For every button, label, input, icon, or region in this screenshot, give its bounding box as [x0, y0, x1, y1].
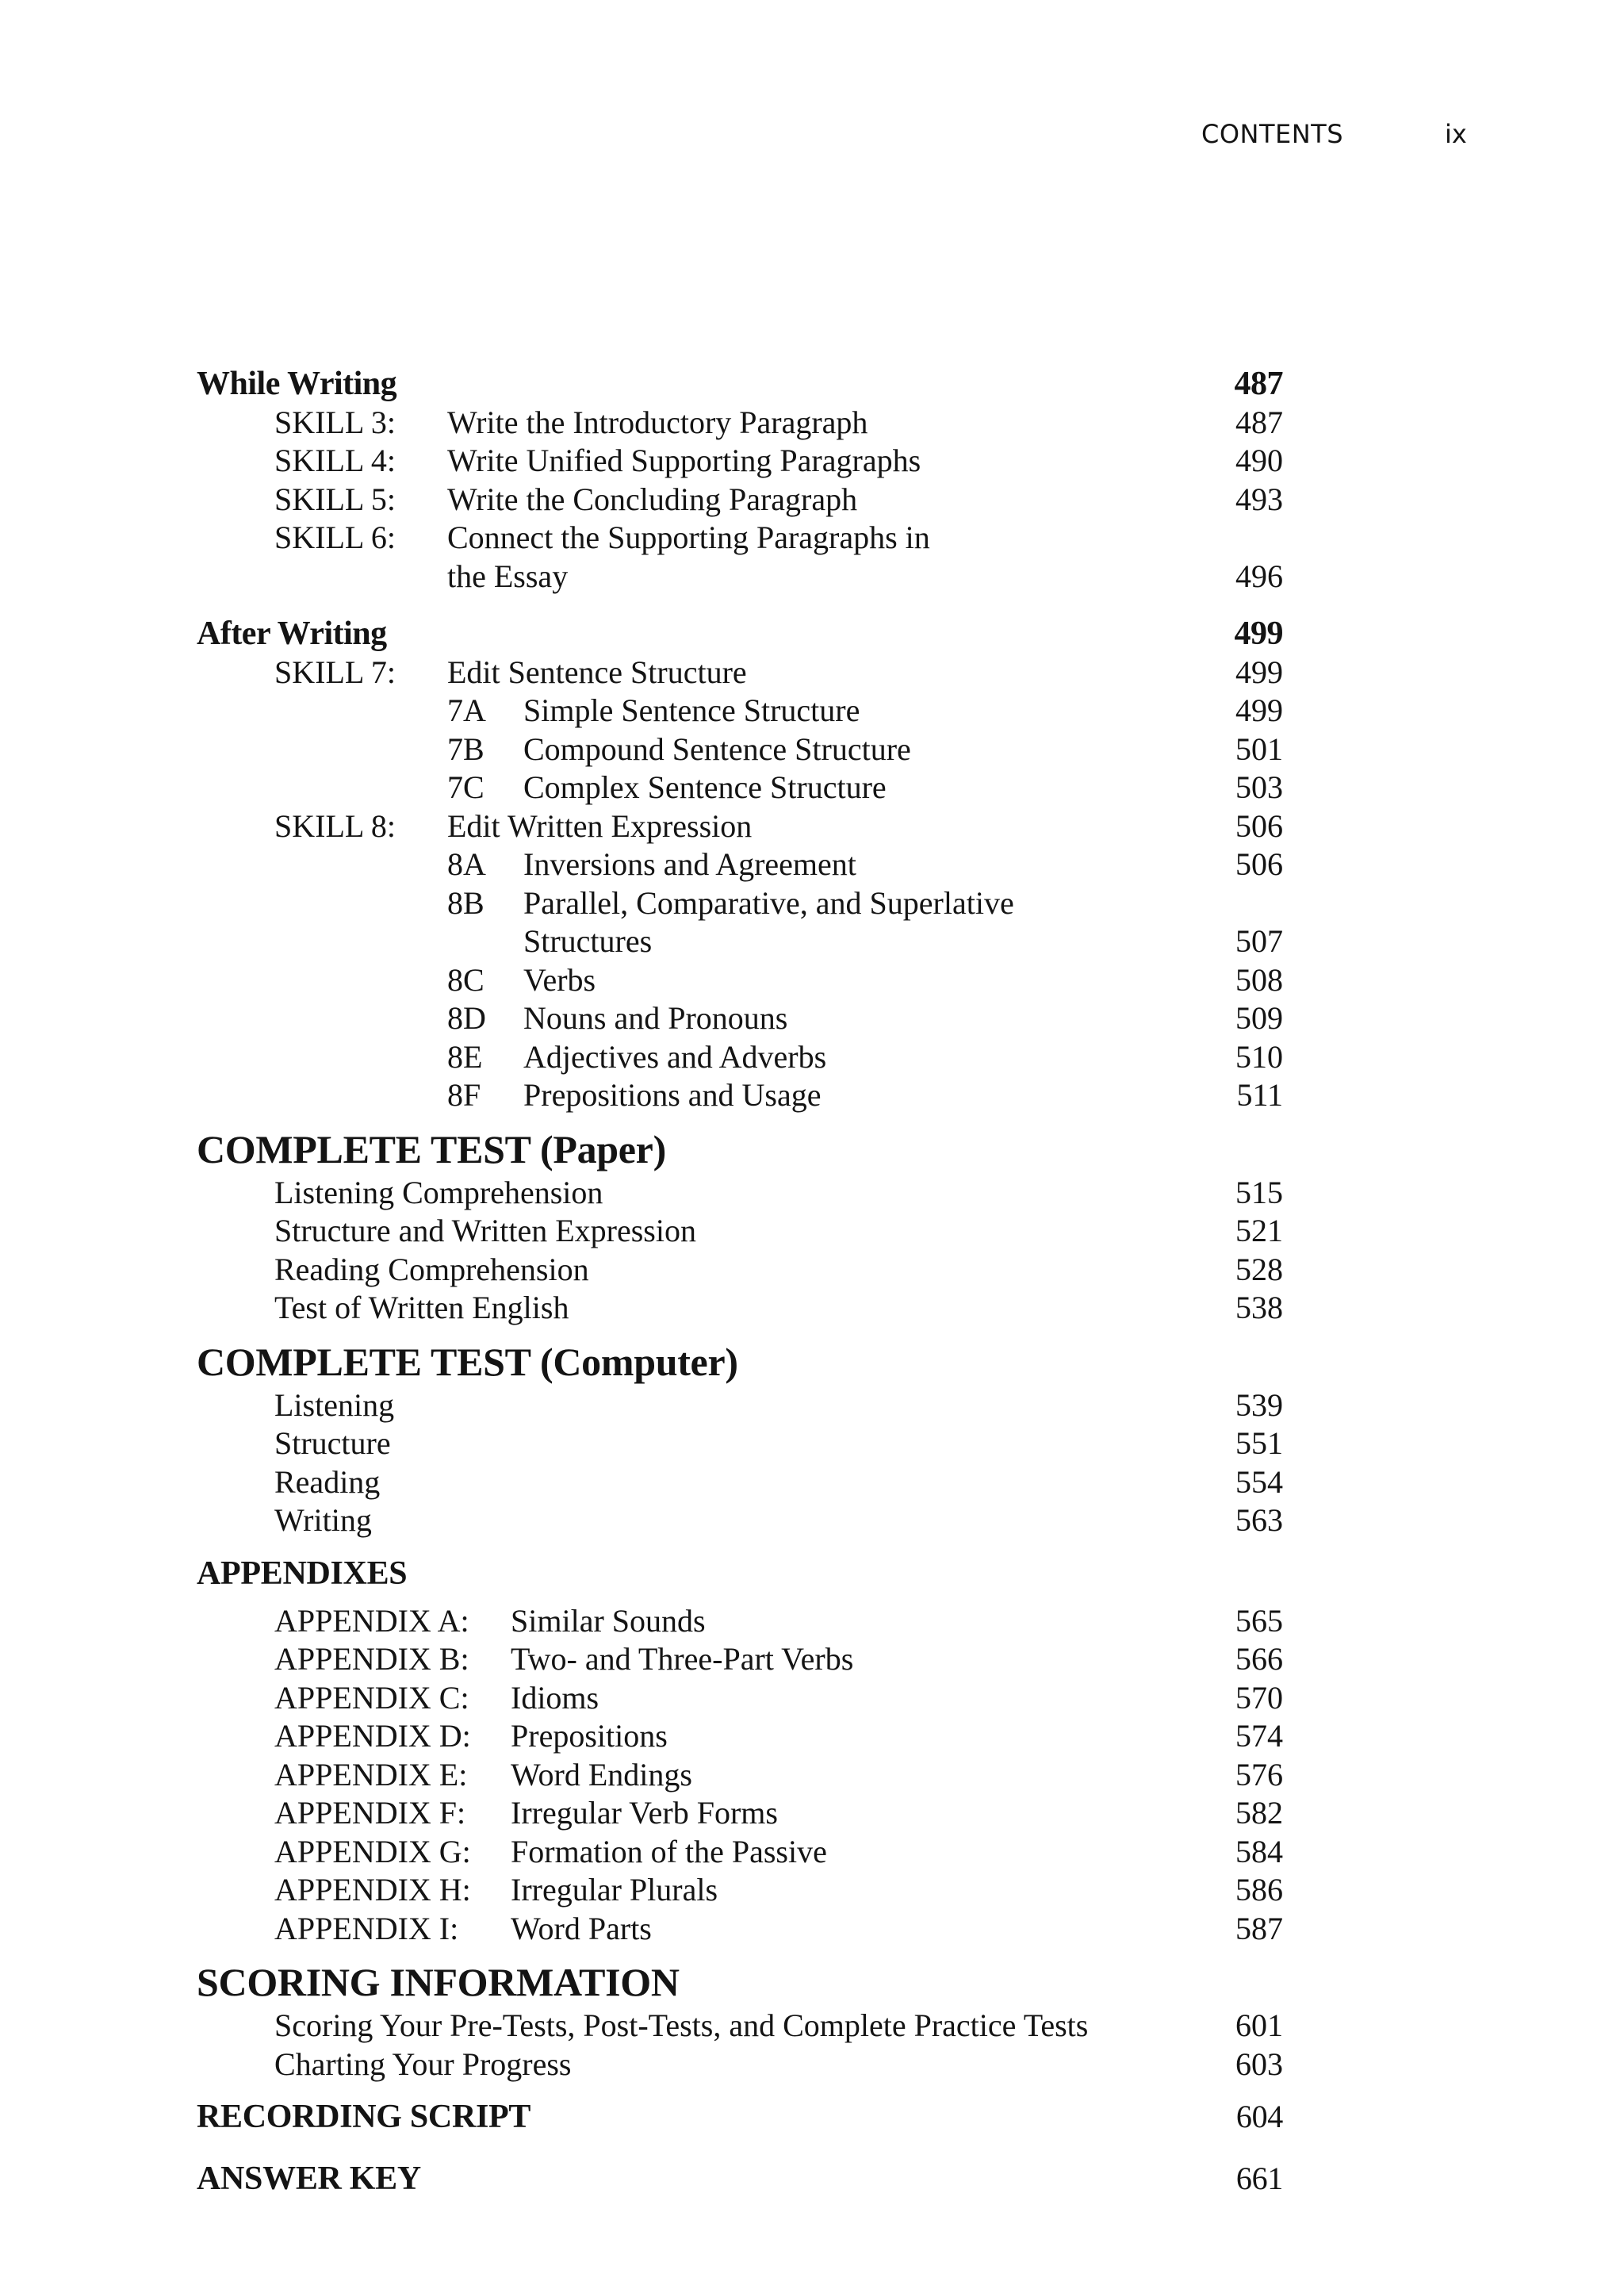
- page-ref: 574: [1235, 1718, 1283, 1754]
- toc-entry: [197, 1289, 1283, 1328]
- page-ref: 584: [1235, 1833, 1283, 1869]
- toc-group-while-writing: [197, 365, 1283, 404]
- entry-title: Word Endings: [511, 1756, 692, 1792]
- page-ref: 506: [1235, 807, 1283, 844]
- toc-section-answer-key: [197, 2150, 1283, 2207]
- appendix-label: APPENDIX G:: [274, 1833, 471, 1869]
- page-ref: 538: [1235, 1290, 1283, 1325]
- page-ref: 587: [1235, 1910, 1283, 1946]
- toc-entry: [197, 1212, 1283, 1251]
- page-ref: 528: [1235, 1251, 1283, 1287]
- toc-entry-skill-3: [197, 404, 1283, 443]
- entry-title: Idioms: [511, 1679, 599, 1716]
- entry-title: Structure: [274, 1425, 391, 1461]
- appendix-label: APPENDIX E:: [274, 1756, 468, 1792]
- toc-group-after-writing: [197, 615, 1283, 654]
- toc-entry: [197, 1463, 1283, 1502]
- group-title: While Writing: [197, 366, 397, 402]
- toc-section-recording-script: [197, 2088, 1283, 2145]
- toc-entry: [197, 2007, 1283, 2046]
- entry-title: Irregular Plurals: [511, 1872, 718, 1908]
- entry-title: Write the Concluding Paragraph: [447, 481, 858, 517]
- page-ref: 539: [1235, 1386, 1283, 1423]
- entry-title: Prepositions and Usage: [523, 1077, 822, 1113]
- page-ref: 604: [1235, 2099, 1283, 2134]
- entry-title: Listening Comprehension: [274, 1174, 603, 1210]
- sub-label: 7A: [447, 692, 486, 728]
- toc-entry-8a: [197, 845, 1283, 884]
- toc-entry-8b-continued: [197, 922, 1283, 961]
- entry-title: Write Unified Supporting Paragraphs: [447, 443, 921, 478]
- entry-title: Verbs: [523, 961, 596, 998]
- toc-entry-7c: [197, 769, 1283, 807]
- toc-entry: [197, 1174, 1283, 1213]
- entry-title: Formation of the Passive: [511, 1833, 827, 1869]
- page-ref: 511: [1236, 1077, 1283, 1113]
- entry-title: Compound Sentence Structure: [523, 730, 911, 767]
- entry-title: Test of Written English: [274, 1290, 569, 1325]
- entry-title: Complex Sentence Structure: [523, 769, 887, 805]
- section-title: SCORING INFORMATION: [197, 1960, 680, 2004]
- skill-label: SKILL 4:: [274, 443, 396, 478]
- toc-entry-7a: [197, 692, 1283, 730]
- group-title: After Writing: [197, 615, 387, 652]
- entry-title-continued: Structures: [523, 923, 653, 959]
- section-title: RECORDING SCRIPT: [197, 2099, 531, 2135]
- appendix-label: APPENDIX D:: [274, 1718, 471, 1754]
- running-header-title: CONTENTS: [1201, 119, 1344, 149]
- entry-title: Write the Introductory Paragraph: [447, 404, 868, 440]
- table-of-contents: [197, 365, 1283, 2207]
- toc-section-complete-test-paper: [197, 1125, 1283, 1174]
- toc-entry-appendix-e: [197, 1756, 1283, 1795]
- skill-label: SKILL 5:: [274, 481, 396, 517]
- toc-entry: [197, 2046, 1283, 2084]
- appendix-label: APPENDIX A:: [274, 1602, 469, 1639]
- toc-section-appendixes: [197, 1545, 1283, 1602]
- page-ref: 501: [1235, 730, 1283, 767]
- entry-title: Two- and Three-Part Verbs: [511, 1641, 854, 1677]
- entry-title: Scoring Your Pre-Tests, Post-Tests, and Complete Practice Tests: [274, 2007, 1089, 2043]
- page-ref: 582: [1235, 1795, 1283, 1831]
- page-ref: 601: [1235, 2007, 1283, 2043]
- toc-entry-7b: [197, 730, 1283, 769]
- toc-entry: [197, 1386, 1283, 1425]
- page-ref: 507: [1235, 923, 1283, 959]
- entry-title: Structure and Written Expression: [274, 1213, 696, 1248]
- toc-entry-appendix-h: [197, 1871, 1283, 1910]
- appendix-label: APPENDIX H:: [274, 1872, 471, 1908]
- section-title: COMPLETE TEST (Paper): [197, 1126, 666, 1171]
- appendix-label: APPENDIX I:: [274, 1910, 459, 1946]
- page-ref: 503: [1235, 769, 1283, 805]
- toc-entry-appendix-c: [197, 1679, 1283, 1718]
- sub-label: 8A: [447, 846, 486, 882]
- running-header: [0, 119, 1624, 159]
- page-ref: 493: [1235, 481, 1283, 517]
- toc-entry-appendix-i: [197, 1910, 1283, 1949]
- page-ref: 499: [1235, 654, 1283, 690]
- toc-entry-skill-6-continued: [197, 558, 1283, 596]
- entry-title: Reading Comprehension: [274, 1251, 589, 1287]
- page-ref: 509: [1235, 1000, 1283, 1036]
- page-ref: 565: [1235, 1602, 1283, 1639]
- sub-label: 7B: [447, 730, 485, 767]
- entry-title: Writing: [274, 1502, 372, 1538]
- page-number: ix: [1445, 119, 1467, 149]
- sub-label: 8D: [447, 1000, 486, 1036]
- page-ref: 515: [1235, 1174, 1283, 1210]
- entry-title: Nouns and Pronouns: [523, 1000, 788, 1036]
- section-title: ANSWER KEY: [197, 2161, 421, 2197]
- sub-label: 7C: [447, 769, 485, 805]
- toc-entry-8d: [197, 999, 1283, 1038]
- entry-title: Edit Sentence Structure: [447, 654, 747, 690]
- toc-entry-skill-7: [197, 654, 1283, 692]
- toc-entry-appendix-a: [197, 1602, 1283, 1641]
- toc-entry-skill-5: [197, 481, 1283, 520]
- section-title: APPENDIXES: [197, 1555, 408, 1592]
- sub-label: 8C: [447, 961, 485, 998]
- toc-entry-appendix-f: [197, 1794, 1283, 1833]
- page-ref: 576: [1235, 1756, 1283, 1792]
- page-ref: 554: [1235, 1463, 1283, 1500]
- entry-title: Connect the Supporting Paragraphs in: [447, 520, 930, 555]
- entry-title-continued: the Essay: [447, 558, 569, 594]
- toc-entry-appendix-g: [197, 1833, 1283, 1872]
- sub-label: 8B: [447, 884, 485, 921]
- entry-title: Irregular Verb Forms: [511, 1795, 778, 1831]
- section-title: COMPLETE TEST (Computer): [197, 1339, 738, 1384]
- entry-title: Similar Sounds: [511, 1602, 706, 1639]
- entry-title: Simple Sentence Structure: [523, 692, 860, 728]
- entry-title: Inversions and Agreement: [523, 846, 856, 882]
- skill-label: SKILL 7:: [274, 654, 396, 690]
- page-ref: 499: [1235, 692, 1283, 728]
- entry-title: Edit Written Expression: [447, 807, 753, 844]
- entry-title: Adjectives and Adverbs: [523, 1038, 827, 1075]
- appendix-label: APPENDIX B:: [274, 1641, 469, 1677]
- toc-entry-8e: [197, 1038, 1283, 1077]
- toc-entry-appendix-d: [197, 1717, 1283, 1756]
- page-ref: 506: [1235, 846, 1283, 882]
- skill-label: SKILL 3:: [274, 404, 396, 440]
- entry-title: Reading: [274, 1463, 381, 1500]
- page-ref: 510: [1235, 1038, 1283, 1075]
- page-ref: 487: [1234, 366, 1283, 402]
- entry-title: Listening: [274, 1386, 395, 1423]
- page-ref: 521: [1235, 1213, 1283, 1248]
- toc-section-complete-test-computer: [197, 1337, 1283, 1386]
- toc-entry-appendix-b: [197, 1640, 1283, 1679]
- page-ref: 490: [1235, 443, 1283, 478]
- toc-entry: [197, 1424, 1283, 1463]
- page-ref: 661: [1235, 2161, 1283, 2196]
- toc-entry-8b: [197, 884, 1283, 923]
- page-ref: 508: [1235, 961, 1283, 998]
- skill-label: SKILL 6:: [274, 520, 396, 555]
- toc-entry: [197, 1251, 1283, 1290]
- sub-label: 8F: [447, 1077, 481, 1113]
- page-ref: 496: [1235, 558, 1283, 594]
- toc-entry-skill-6: [197, 519, 1283, 558]
- page-ref: 499: [1234, 615, 1283, 652]
- appendix-label: APPENDIX C:: [274, 1679, 469, 1716]
- sub-label: 8E: [447, 1038, 483, 1075]
- appendix-label: APPENDIX F:: [274, 1795, 466, 1831]
- toc-entry: [197, 1501, 1283, 1540]
- entry-title: Charting Your Progress: [274, 2046, 572, 2082]
- toc-entry-8c: [197, 961, 1283, 1000]
- page-ref: 603: [1235, 2046, 1283, 2082]
- entry-title: Word Parts: [511, 1910, 652, 1946]
- page-ref: 551: [1235, 1425, 1283, 1461]
- entry-title: Parallel, Comparative, and Superlative: [523, 884, 1014, 921]
- toc-entry-8f: [197, 1076, 1283, 1115]
- page-ref: 487: [1235, 404, 1283, 440]
- toc-entry-skill-4: [197, 442, 1283, 481]
- skill-label: SKILL 8:: [274, 807, 396, 844]
- entry-title: Prepositions: [511, 1718, 668, 1754]
- page-ref: 563: [1235, 1502, 1283, 1538]
- toc-entry-skill-8: [197, 807, 1283, 846]
- page-ref: 566: [1235, 1641, 1283, 1677]
- toc-section-scoring-information: [197, 1957, 1283, 2007]
- page-ref: 586: [1235, 1872, 1283, 1908]
- page-ref: 570: [1235, 1679, 1283, 1716]
